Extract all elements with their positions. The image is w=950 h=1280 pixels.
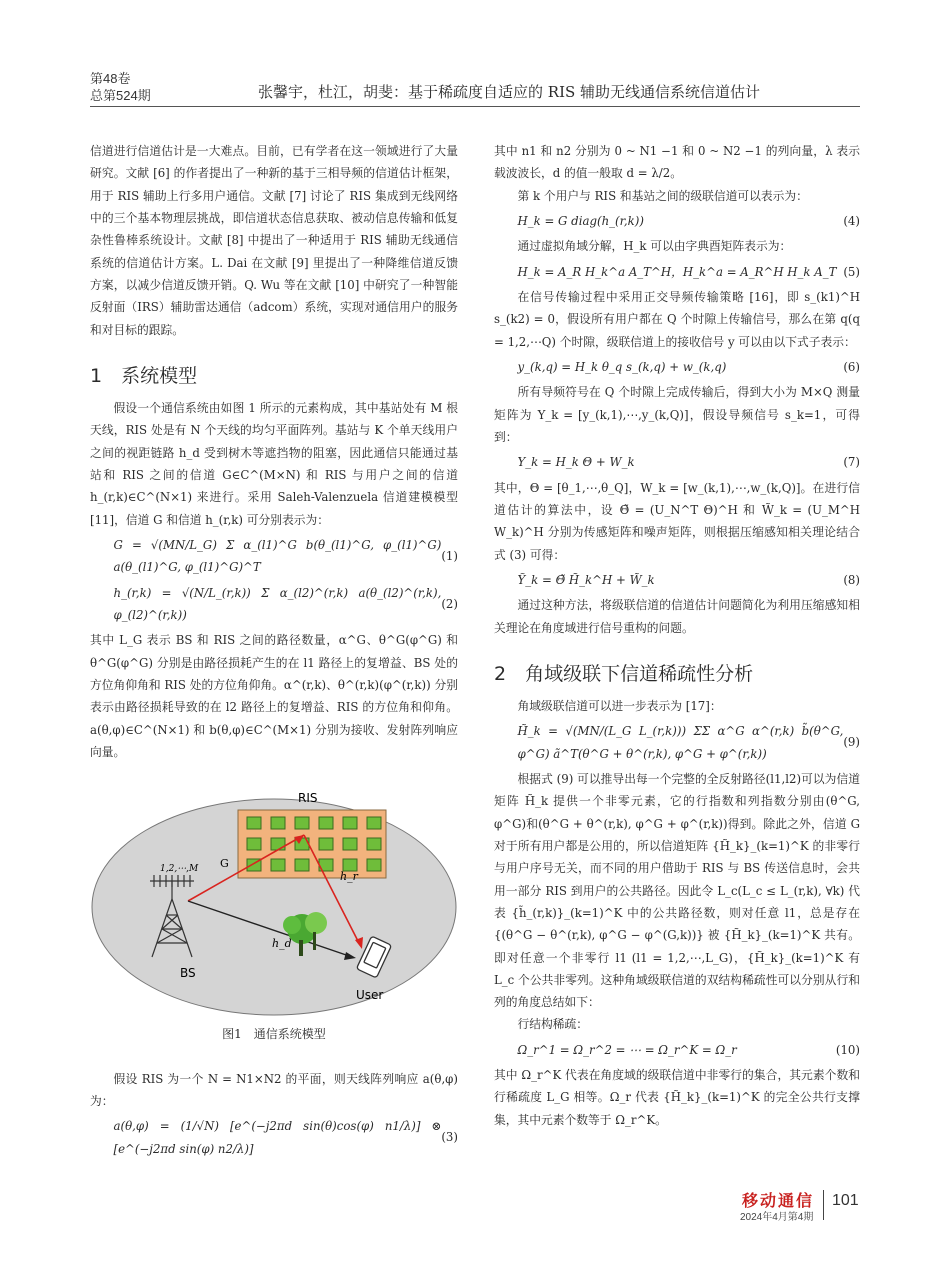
equation-4-number: (4) xyxy=(843,213,860,228)
figure-1 xyxy=(90,777,458,1017)
page-number: 101 xyxy=(832,1192,859,1209)
channel-hd-label: h_d xyxy=(272,937,292,951)
intro-paragraph: 信道进行信道估计是一大难点。目前，已有学者在这一领域进行了大量研究。文献 [6] 的作者提出了一种新的基于三相导频的信道估计框架，用于 RIS 辅助上行多用户通信。文献 [7] 讨论了 RIS 集成到无线网络中的三个基本物理层挑战，即信道状态信息获取、被动信息传输和低复杂性鲁棒系统设计。文献 [8] 中提出了一种适用于 RIS 辅助无线通信系统的信道估计方案。L. Dai 在文献 [9] 里提出了一种降维信道反馈方案，以减少信道反馈开销。Q. Wu 等在文献 [10] 中研究了一种智能反射面（IRS）辅助雷达通信（adcom）系统，实现对通信用户的服务和对目标的跟踪。 xyxy=(90,144,458,337)
equation-5-number: (5) xyxy=(843,264,860,279)
sparsity-paragraph: 根据式 (9) 可以推导出每一个完整的全反射路径(l1,l2)可以为信道矩阵 H̃_k 提供一个非零元素，它的行指数和列指数分别由(θ^G, φ^G)和(θ^G + θ^(r,k), φ^G + φ^(r,k))得到。除此之外，信道 G 对于所有用户都是公用的，所以信道矩阵 {H̃_k}_(k=1)^K 的非零行与用户序号无关，而不同的用户借助于 RIS 与 BS 传送信息时，会共用一部分 RIS 到用户的公共路径。因此令 L_c(L_c ≤ L_(r,k), ∀k) 代表 {h̃_(r,k)}_(k=1)^K 中的公共路径数，则对任意 l1，总是存在 {(θ^G − θ^(r,k), φ^G − φ^(G,k))} 被 {H̃_k}_(k=1)^K 共有。即对任意一个非零行 l1 (l1 = 1,2,⋯,L_G)，{H̃_k}_(k=1)^K 有 L_c 个公共非零列。这种角域级联信道的双结构稀疏性可以分别从行和列的角度总结如下： xyxy=(494,771,860,1010)
figure-caption: 图1 通信系统模型 xyxy=(222,1027,326,1042)
left-column xyxy=(90,140,458,1163)
equation-7-body: Y_k = H_k Θ + W_k xyxy=(517,455,635,470)
channel-hr-label: h_r xyxy=(340,870,358,884)
equation-10 xyxy=(494,1039,860,1061)
section-2-heading: 2 角域级联下信道稀疏性分析 xyxy=(494,662,754,685)
equation-5-body: H_k = A_R H_k^a A_T^H，H_k^a = A_R^H H_k A_T xyxy=(517,264,837,279)
parameters-paragraph: 其中 L_G 表示 BS 和 RIS 之间的路径数量，α^G、θ^G(φ^G) 和 θ^G(φ^G) 分别是由路径损耗产生的在 l1 路径上的复增益、BS 处的方位角仰角和 RIS 处的方位角仰角。α^(r,k)、θ^(r,k)(φ^(r,k)) 分别表示由路径损耗导致的在 l2 路径上的复增益、RIS 的方位角和仰角。a(θ,φ)∈C^(N×1) 和 b(θ,φ)∈C^(M×1) 分别为接收、发射阵列响应向量。 xyxy=(90,633,458,759)
equation-8-number: (8) xyxy=(843,572,860,587)
virtual-paragraph: 通过虚拟角域分解，H_k 可以由字典酉矩阵表示为： xyxy=(517,239,792,254)
system-model-diagram xyxy=(90,777,458,1017)
equation-1-number: (1) xyxy=(441,549,458,564)
equation-3-body: a(θ,φ) = (1/√N) [e^(−j2πd sin(θ)cos(φ) n1/λ)] ⊗ [e^(−j2πd sin(φ) n2/λ)] xyxy=(113,1119,442,1156)
equation-2-number: (2) xyxy=(441,596,458,611)
equation-3-number: (3) xyxy=(441,1130,458,1145)
model-paragraph: 假设一个通信系统由如图 1 所示的元素构成，其中基站处有 M 根天线，RIS 处是有 N 个天线的均匀平面阵列。基站与 K 个单天线用户之间的视距链路 h_d 受到树木等遮挡物的阻塞，因此通信只能通过基站和 RIS 之间的信道 G∈C^(M×N) 和 RIS 与用户之间的信道 h_(r,k)∈C^(N×1) 来进行。采用 Saleh-Valenzuela 信道建模模型 [11]，信道 G 和信道 h_(r,k) 可分别表示为： xyxy=(90,400,458,527)
angle-paragraph: 角域级联信道可以进一步表示为 [17]： xyxy=(517,698,722,713)
ris-label: RIS xyxy=(298,791,318,806)
volume: 第48卷 xyxy=(90,71,131,86)
equation-9-number: (9) xyxy=(843,735,860,750)
equation-4-body: H_k = G diag(h_(r,k)) xyxy=(517,213,644,228)
equation-10-body: Ω_r^1 = Ω_r^2 = ⋯ = Ω_r^K = Ω_r xyxy=(517,1042,737,1057)
cascade-paragraph: 第 k 个用户与 RIS 和基站之间的级联信道可以表示为： xyxy=(517,188,808,203)
bs-label: BS xyxy=(180,966,196,981)
journal-issue-info xyxy=(90,70,151,104)
footer-divider xyxy=(823,1190,824,1220)
theta-paragraph: 其中，Θ = [θ_1,⋯,θ_Q]，W_k = [w_(k,1),⋯,w_(k,Q)]。在进行信道估计的算法中，设 Θ̃ = (U_N^T Θ)^H 和 W̃_k = (U_M^H W_k)^H 分别为传感矩阵和噪声矩阵，则根据压缩感知相关理论结合式 (3) 可得： xyxy=(494,480,860,562)
equation-3 xyxy=(90,1115,458,1160)
antenna-index-label: 1,2,⋯,M xyxy=(160,864,199,875)
equation-8-body: Ỹ_k = Θ̃ H̃_k^H + W̃_k xyxy=(517,572,655,587)
vector-paragraph: 其中 n1 和 n2 分别为 0 ~ N1 −1 和 0 ~ N2 −1 的列向量，λ 表示载波波长，d 的值一般取 d = λ/2。 xyxy=(494,144,860,181)
ris-paragraph: 假设 RIS 为一个 N = N1×N2 的平面，则天线阵列响应 a(θ,φ) 为： xyxy=(90,1071,458,1108)
issue-number: 总第524期 xyxy=(90,88,151,103)
section-1-heading: 1 系统模型 xyxy=(90,364,198,387)
issue-date: 2024年4月第4期 xyxy=(740,1212,814,1223)
equation-8 xyxy=(494,569,860,591)
equation-9-body: H̃_k = √(MN/(L_G L_(r,k))) ΣΣ α^G α^(r,k) b̃(θ^G, φ^G) ã^T(θ^G + θ^(r,k), φ^G + φ^(r,k)) xyxy=(517,724,844,761)
equation-10-number: (10) xyxy=(835,1042,860,1057)
equation-2 xyxy=(90,582,458,627)
equation-6-body: y_(k,q) = H_k θ_q s_(k,q) + w_(k,q) xyxy=(517,359,727,374)
equation-7-number: (7) xyxy=(843,455,860,470)
equation-6 xyxy=(494,356,860,378)
user-label: User xyxy=(356,988,384,1003)
row-sparsity-label: 行结构稀疏： xyxy=(517,1017,588,1032)
journal-brand-logo: 移动通信 xyxy=(742,1191,815,1210)
omega-paragraph: 其中 Ω_r^K 代表在角度域的级联信道中非零行的集合，其元素个数和行稀疏度 L_G 相等。Ω_r 代表 {H̃_k}_(k=1)^K 的完全公共行支撑集，其中元素个数等于 Ω_r^K。 xyxy=(494,1068,860,1127)
matrix-paragraph: 所有导频符号在 Q 个时隙上完成传输后，得到大小为 M×Q 测量矩阵为 Y_k = [y_(k,1),⋯,y_(k,Q)]，假设导频信号 s_k=1，可得到： xyxy=(494,385,860,444)
equation-7 xyxy=(494,451,860,473)
header-rule xyxy=(90,106,860,107)
equation-1 xyxy=(90,534,458,579)
equation-1-body: G = √(MN/L_G) Σ α_(l1)^G b(θ_(l1)^G, φ_(l1)^G) a(θ_(l1)^G, φ_(l1)^G)^T xyxy=(113,537,442,575)
channel-g-label: G xyxy=(220,857,229,871)
equation-9 xyxy=(494,720,860,765)
running-title: 张馨宇，杜江，胡斐：基于稀疏度自适应的 RIS 辅助无线通信系统信道估计 xyxy=(258,83,761,101)
equation-4 xyxy=(494,210,860,232)
simplify-paragraph: 通过这种方法，将级联信道的信道估计问题简化为利用压缩感知相关理论在角度域进行信号重构的问题。 xyxy=(494,598,860,635)
equation-5 xyxy=(494,261,860,283)
equation-2-body: h_(r,k) = √(N/L_(r,k)) Σ α_(l2)^(r,k) a(θ_(l2)^(r,k), φ_(l2)^(r,k)) xyxy=(113,585,442,622)
pilot-paragraph: 在信号传输过程中采用正交导频传输策略 [16]，即 s_(k1)^H s_(k2) = 0，假设所有用户都在 Q 个时隙上传输信号，那么在第 q(q = 1,2,⋯Q) 个时隙，级联信道上的接收信号 y 可以由以下式子表示： xyxy=(494,289,860,349)
right-column xyxy=(494,140,860,1131)
equation-6-number: (6) xyxy=(843,359,860,374)
